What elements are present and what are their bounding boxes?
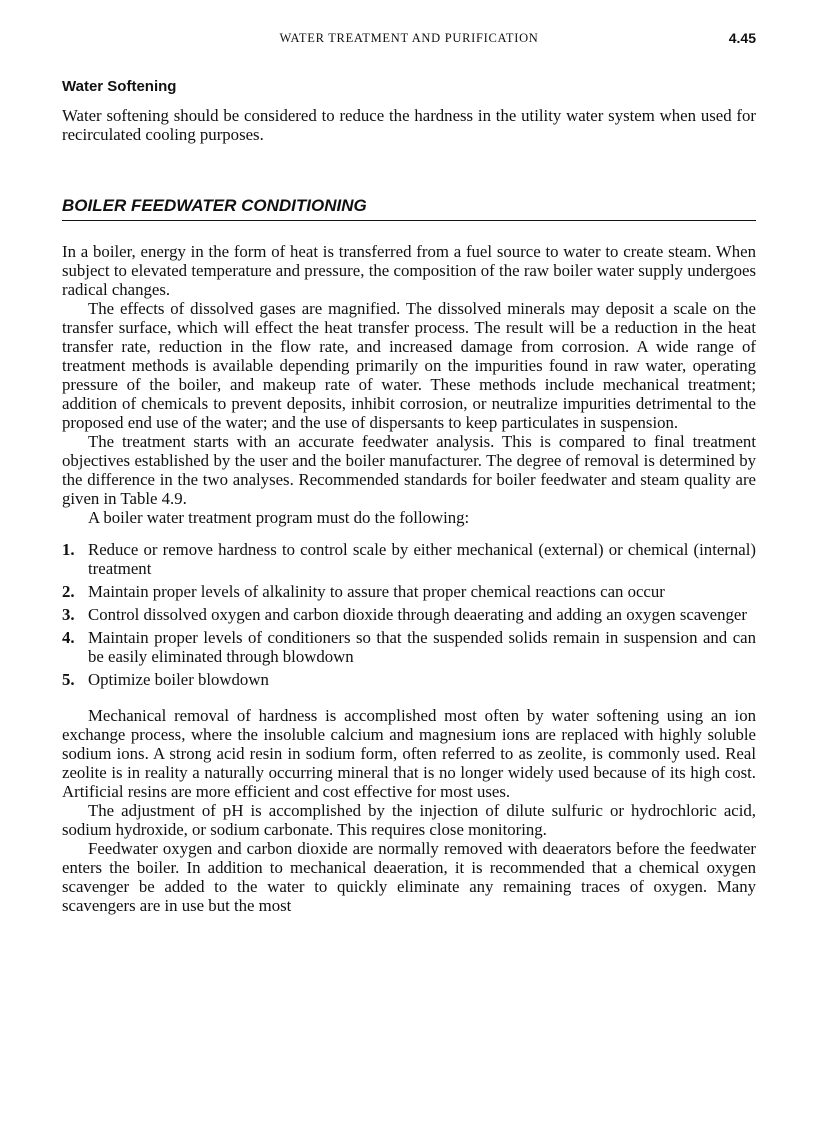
list-item-text: Optimize boiler blowdown	[88, 670, 269, 689]
page-header	[62, 30, 756, 50]
body-paragraph: Mechanical removal of hardness is accomplished most often by water softening using an ion exchange process, where the insoluble calcium and magnesium ions are replaced with highly soluble sodium ions. A strong acid resin in sodium form, often referred to as zeolite, is commonly used. Real zeolite is in reality a naturally occurring mineral that is no longer widely used because of its high cost. Artificial resins are more efficient and cost effective for most uses.	[62, 706, 756, 801]
body-paragraph: The effects of dissolved gases are magnified. The dissolved minerals may deposit a scale on the transfer surface, which will effect the heat transfer process. The result will be a reduction in the heat transfer rate, reduction in the flow rate, and increased damage from corrosion. A wide range of treatment methods is available depending primarily on the impurities found in raw water, operating pressure of the boiler, and makeup rate of water. These methods include mechanical treatment; addition of chemicals to prevent deposits, inhibit corrosion, or neutralize impurities detrimental to the proposed end use of the water; and the use of dispersants to keep particulates in suspension.	[62, 299, 756, 432]
page-number: 4.45	[728, 30, 756, 46]
running-head: WATER TREATMENT AND PURIFICATION	[279, 31, 539, 45]
section-heading: BOILER FEEDWATER CONDITIONING	[62, 196, 756, 221]
list-item	[62, 540, 756, 578]
body-paragraph: The adjustment of pH is accomplished by the injection of dilute sulfuric or hydrochloric acid, sodium hydroxide, or sodium carbonate. This requires close monitoring.	[62, 801, 756, 839]
body-paragraph: Water softening should be considered to reduce the hardness in the utility water system when used for recirculated cooling purposes.	[62, 106, 756, 144]
list-item-text: Control dissolved oxygen and carbon dioxide through deaerating and adding an oxygen scavenger	[88, 605, 747, 624]
body-paragraph: Feedwater oxygen and carbon dioxide are normally removed with deaerators before the feedwater enters the boiler. In addition to mechanical deaeration, it is recommended that a chemical oxygen scavenger be added to the water to quickly eliminate any remaining traces of oxygen. Many scavengers are in use but the most	[62, 839, 756, 915]
list-item-text: Maintain proper levels of conditioners so that the suspended solids remain in suspension and can be easily eliminated through blowdown	[88, 628, 756, 666]
numbered-list	[62, 540, 756, 689]
list-item	[62, 582, 756, 601]
list-item	[62, 605, 756, 624]
body-paragraph: A boiler water treatment program must do the following:	[88, 508, 470, 527]
list-item-text: Maintain proper levels of alkalinity to assure that proper chemical reactions can occur	[88, 582, 665, 601]
list-number: 4.	[62, 628, 75, 647]
list-item	[62, 628, 756, 666]
body-paragraph: In a boiler, energy in the form of heat is transferred from a fuel source to water to create steam. When subject to elevated temperature and pressure, the composition of the raw boiler water supply undergoes radical changes.	[62, 242, 756, 299]
list-item	[62, 670, 756, 689]
list-number: 3.	[62, 605, 75, 624]
list-number: 2.	[62, 582, 75, 601]
list-number: 1.	[62, 540, 75, 559]
subsection-heading: Water Softening	[62, 78, 177, 95]
list-item-text: Reduce or remove hardness to control scale by either mechanical (external) or chemical (internal) treatment	[88, 540, 756, 578]
page-body	[62, 78, 756, 915]
body-paragraph: The treatment starts with an accurate feedwater analysis. This is compared to final treatment objectives established by the user and the boiler manufacturer. The degree of removal is determined by the difference in the two analyses. Recommended standards for boiler feedwater and steam quality are given in Table 4.9.	[62, 432, 756, 508]
list-number: 5.	[62, 670, 75, 689]
